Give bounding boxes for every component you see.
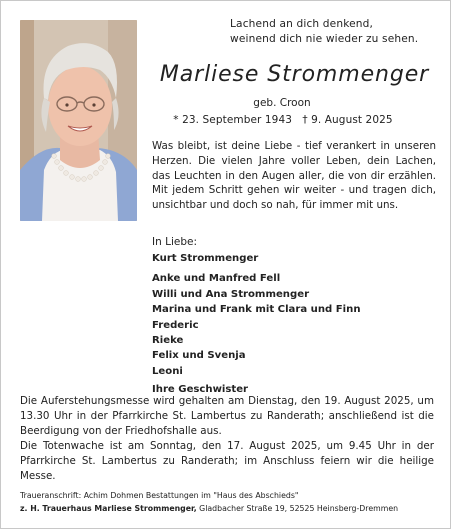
motto-line-2: weinend dich nie wieder zu sehen. [230,33,419,45]
address-line-2 [20,502,440,515]
portrait-photo [20,20,137,221]
portrait-image [20,20,137,221]
mourner-name: Frederic [152,319,199,331]
address-line-1: Traueranschrift: Achim Dohmen Bestattungen im "Haus des Abschieds" [20,491,299,500]
mourners-intro: In Liebe: [152,236,197,248]
funeral-mass-notice: Die Auferstehungsmesse wird gehalten am Dienstag, den 19. August 2025, um 13.30 Uhr in der Pfarrkirche St. Lambertus zu Randerath; anschließend ist die Beerdigung von der Friedhofshalle aus. [20,395,434,438]
motto-line-1: Lachend an dich denkend, [230,18,374,30]
birth-name: geb. Croon [253,97,311,109]
mourner-name: Ihre Geschwister [152,384,249,396]
mourner-name: Kurt Strommenger [152,253,259,264]
mourner-name: Rieke [152,335,184,347]
mourner-name: Leoni [152,365,183,377]
motto [230,17,440,47]
deceased-name: Marliese Strommenger [159,62,430,87]
mourner-name: Anke und Manfred Fell [152,273,281,285]
mourners-list [152,251,442,398]
mourner-name: Willi und Ana Strommenger [152,288,310,300]
address-recipient: z. H. Trauerhaus Marliese Strommenger, [20,504,197,513]
mourning-address [20,489,440,515]
mourner-name: Felix und Svenja [152,350,246,362]
mourner-name: Marina und Frank mit Clara und Finn [152,304,361,316]
poem-text: Was bleibt, ist deine Liebe - tief verankert in unseren Herzen. Die vielen Jahre voller Leben, dein Lachen, das Leuchten in den Augen aller, die von dir erzählen. Mit jedem Schritt gehen wir weiter - und tragen dich, unsichtbar und doch so nah, für immer mit uns. [152,140,436,212]
life-dates: * 23. September 1943 † 9. August 2025 [173,114,393,126]
address-street: Gladbacher Straße 19, 52525 Heinsberg-Dremmen [196,504,399,513]
wake-notice: Die Totenwache ist am Sonntag, den 17. August 2025, um 9.45 Uhr in der Pfarrkirche St. Lambertus zu Randerath; im Anschluss feiern wir die heilige Messe. [20,440,434,483]
